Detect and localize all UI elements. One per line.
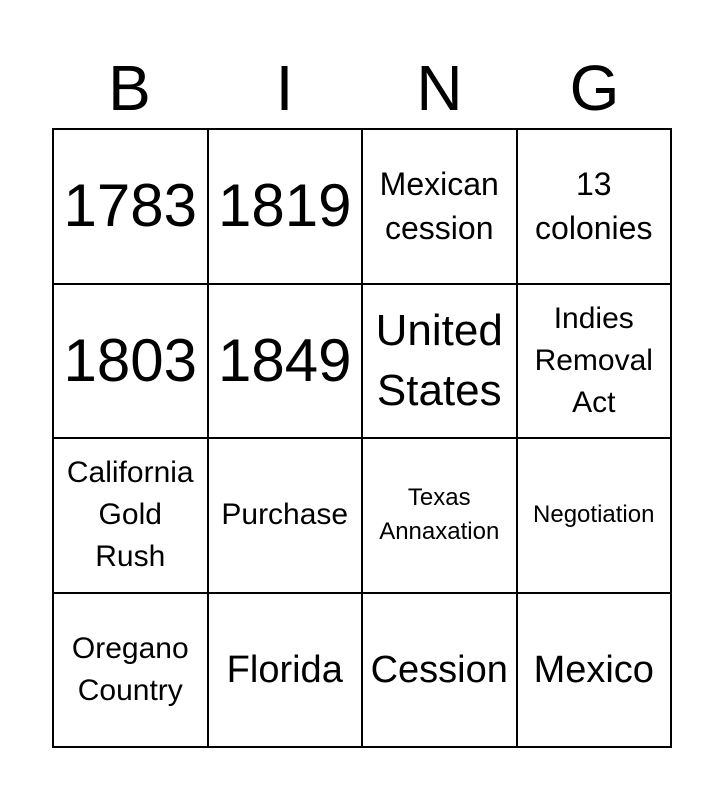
cell-text: 1819 — [218, 172, 352, 240]
bingo-cell[interactable] — [518, 594, 673, 749]
bingo-cell[interactable] — [518, 285, 673, 440]
bingo-cell[interactable] — [363, 594, 518, 749]
cell-text: Purchase — [221, 498, 349, 532]
bingo-cell[interactable] — [54, 439, 209, 594]
cell-text: 13 colonies — [535, 166, 653, 247]
bingo-cell[interactable] — [363, 285, 518, 440]
cell-text: Cession — [370, 648, 508, 691]
bingo-cell[interactable] — [209, 130, 364, 285]
bingo-cell[interactable] — [209, 285, 364, 440]
bingo-grid — [52, 128, 672, 748]
bingo-cell[interactable] — [363, 130, 518, 285]
bingo-cell[interactable] — [518, 439, 673, 594]
cell-text: California Gold Rush — [66, 456, 194, 574]
bingo-cell[interactable] — [54, 130, 209, 285]
cell-text: Mexico — [533, 648, 654, 691]
header-letter-n: N — [416, 52, 463, 124]
cell-text: Texas Annaxation — [379, 484, 500, 546]
cell-text: 1849 — [218, 326, 352, 394]
bingo-cell[interactable] — [363, 439, 518, 594]
header-letter-b: B — [108, 52, 151, 124]
bingo-cell[interactable] — [518, 130, 673, 285]
cell-text: Mexican cession — [379, 166, 499, 247]
cell-text: Florida — [226, 648, 343, 691]
cell-text: 1803 — [63, 326, 197, 394]
bingo-header — [52, 48, 672, 128]
bingo-cell[interactable] — [54, 285, 209, 440]
cell-text: Negotiation — [533, 501, 655, 529]
header-letter-i: I — [275, 52, 294, 124]
bingo-cell[interactable] — [54, 594, 209, 749]
bingo-cell[interactable] — [209, 594, 364, 749]
bingo-cell[interactable] — [209, 439, 364, 594]
cell-text: United States — [375, 305, 503, 415]
cell-text: Oregano Country — [71, 631, 189, 707]
cell-text: 1783 — [63, 172, 197, 240]
header-letter-g: G — [569, 52, 620, 124]
cell-text: Indies Removal Act — [534, 301, 653, 419]
